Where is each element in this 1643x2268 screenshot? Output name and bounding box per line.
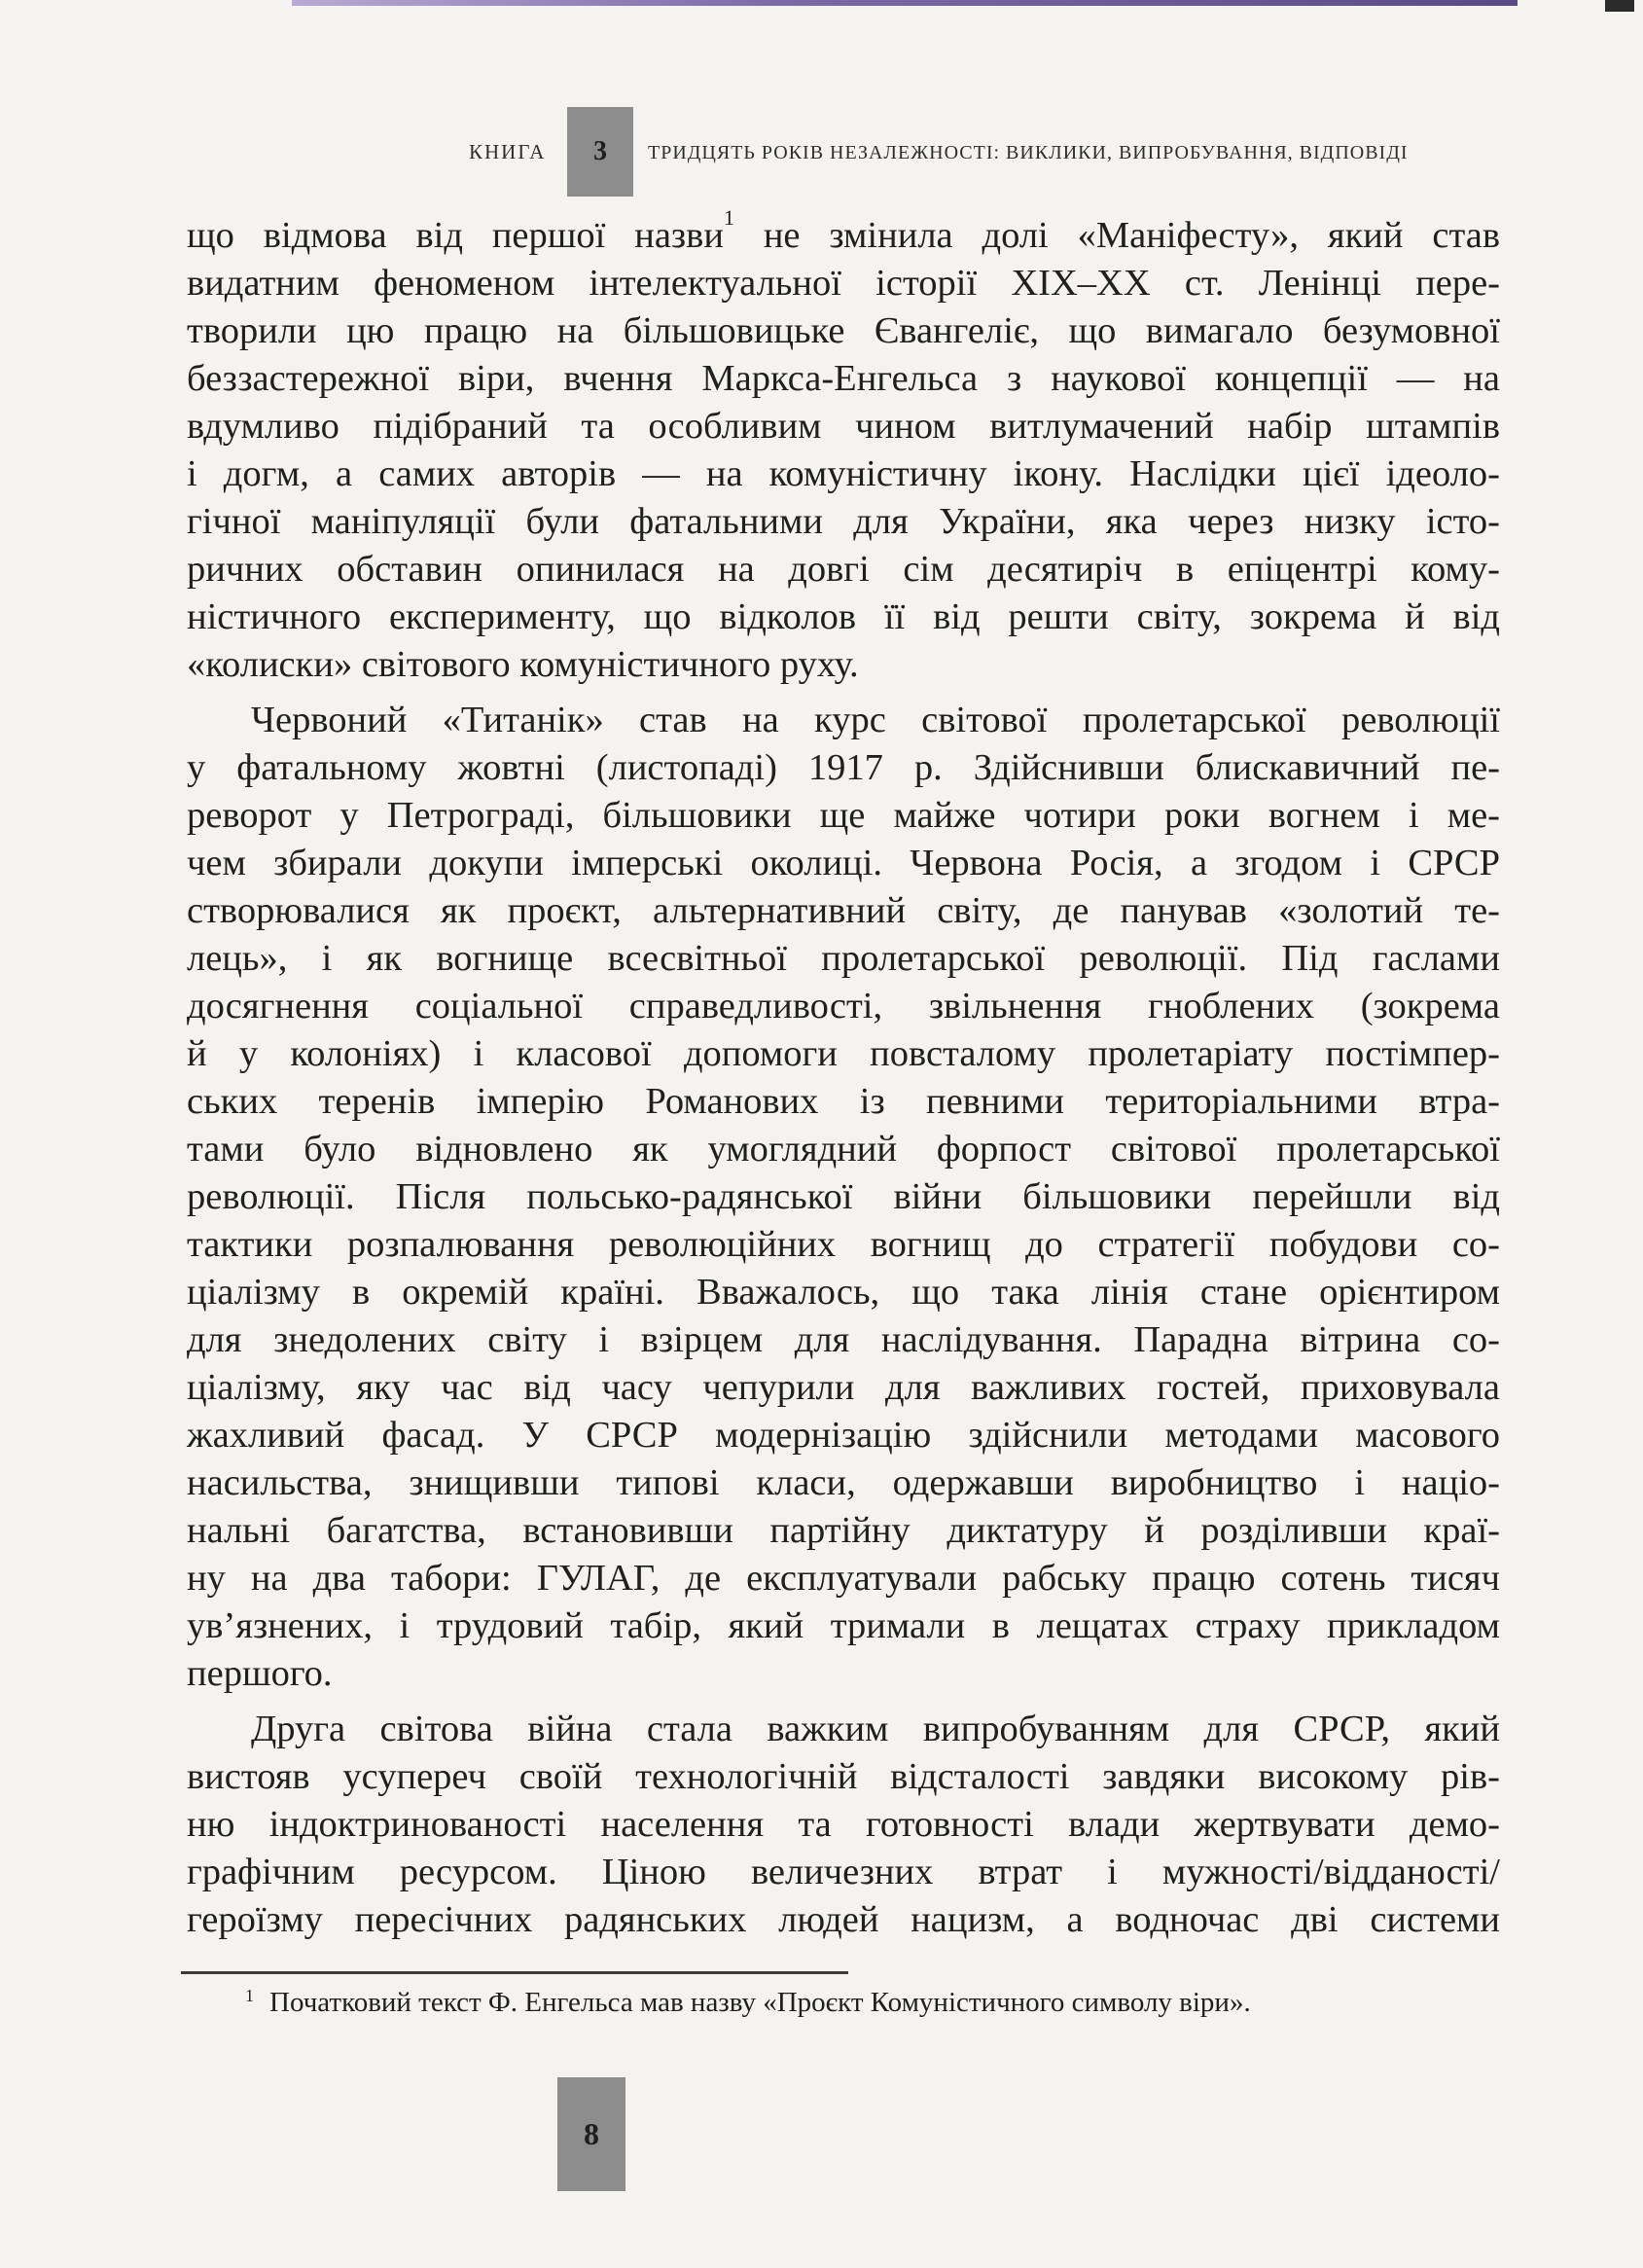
text-line: творили цю працю на більшовицьке Євангеліє, що вимагало безумовної: [187, 310, 1500, 351]
footnote-text: Початковий текст Ф. Енгельса мав назву «Проєкт Комуністичного символу віри».: [269, 1987, 1251, 2018]
text-line: жахливий фасад. У СРСР модернізацію здійснили методами масового: [187, 1415, 1500, 1456]
footnote-rule: [181, 1971, 848, 1974]
paragraph-gap: [187, 1698, 1500, 1706]
paragraph-2: [187, 697, 1500, 1698]
paragraph-3: [187, 1706, 1500, 1944]
text-line: насильства, знищивши типові класи, одержавши виробництво і націо-: [187, 1462, 1500, 1503]
footnote-mark: 1: [245, 1986, 254, 2005]
text-line: видатним феноменом інтелектуальної історії XIX–XX ст. Ленінці пере-: [187, 263, 1500, 304]
text-line: ських теренів імперію Романових із певними територіальними втра-: [187, 1081, 1500, 1122]
book-number: 3: [593, 136, 607, 166]
footnote: [245, 1987, 1251, 2019]
text-line: тами було відновлено як умоглядний форпост світової пролетарської: [187, 1129, 1500, 1170]
text-line: для знедолених світу і взірцем для наслідування. Парадна вітрина со-: [187, 1319, 1500, 1360]
top-decorative-rule: [292, 0, 1518, 6]
text-line: ув’язнених, і трудовий табір, який тримали в лещатах страху прикладом: [187, 1605, 1500, 1646]
text-line: революції. Після польсько-радянської війни більшовики перейшли від: [187, 1176, 1500, 1217]
paragraph-1: [187, 205, 1501, 689]
text-line: нальні багатства, встановивши партійну диктатуру й розділивши краї-: [187, 1510, 1500, 1551]
text-line: ціалізму в окремій країні. Вважалось, що така лінія стане орієнтиром: [187, 1272, 1500, 1313]
text-line: гічної маніпуляції були фатальними для України, яка через низку істо-: [187, 501, 1500, 542]
text-line: й у колоніях) і класової допомоги повсталому пролетаріату постімпер-: [187, 1033, 1500, 1074]
book-number-box: [567, 107, 633, 197]
running-head-book-label: КНИГА: [469, 140, 547, 163]
text-line: «колиски» світового комуністичного руху.: [187, 644, 859, 685]
text-line: лець», і як вогнище всесвітньої пролетарської революції. Під гаслами: [187, 938, 1500, 979]
text-line: вистояв усупереч своїй технологічній відсталості завдяки високому рів-: [187, 1756, 1500, 1797]
text-line: ціалізму, яку час від часу чепурили для важливих гостей, приховувала: [187, 1367, 1500, 1408]
page-number: 8: [584, 2116, 599, 2151]
text-line: ну на два табори: ГУЛАГ, де експлуатували рабську працю сотень тисяч: [187, 1558, 1500, 1599]
text-line: першого.: [187, 1653, 333, 1694]
text-line: ністичного експерименту, що відколов її від решти світу, зокрема й від: [187, 596, 1500, 637]
text-line: ню індоктринованості населення та готовності влади жертвувати демо-: [187, 1804, 1500, 1845]
text-line: героїзму пересічних радянських людей нацизм, а водночас дві системи: [187, 1899, 1500, 1940]
body-text: [187, 205, 1501, 1944]
text-line: і догм, а самих авторів — на комуністичну ікону. Наслідки цієї ідеоло-: [187, 453, 1500, 494]
text-line-part: що відмова від першої назви: [187, 215, 724, 256]
text-line: графічним ресурсом. Ціною величезних втрат і мужності/відданості/: [187, 1852, 1500, 1892]
page-number-box: [557, 2077, 625, 2191]
text-line: чем збирали докупи імперські околиці. Червона Росія, а згодом і СРСР: [187, 843, 1500, 883]
text-line-part: не змінила долі «Маніфесту», який став: [763, 215, 1501, 256]
text-line: Червоний «Титанік» став на курс світової пролетарської революції: [251, 700, 1500, 740]
running-head-title: ТРИДЦЯТЬ РОКІВ НЕЗАЛЕЖНОСТІ: ВИКЛИКИ, ВИПРОБУВАННЯ, ВІДПОВІДІ: [648, 142, 1409, 163]
paragraph-gap: [187, 689, 1500, 697]
corner-mark: [1605, 0, 1634, 12]
text-line: у фатальному жовтні (листопаді) 1917 р. Здійснивши блискавичний пе-: [187, 747, 1500, 788]
text-line: беззастережної віри, вчення Маркса-Енгельса з наукової концепції — на: [187, 358, 1500, 399]
text-line: тактики розпалювання революційних вогнищ до стратегії побудови со-: [187, 1224, 1500, 1265]
text-line: ричних обставин опинилася на довгі сім десятиріч в епіцентрі кому-: [187, 549, 1500, 590]
text-line: реворот у Петрограді, більшовики ще майже чотири роки вогнем і ме-: [187, 795, 1500, 836]
footnote-reference[interactable]: 1: [723, 205, 734, 230]
text-line: створювалися як проєкт, альтернативний світу, де панував «золотий те-: [187, 890, 1500, 931]
text-line: [187, 205, 1501, 260]
text-line: Друга світова війна стала важким випробуванням для СРСР, який: [251, 1709, 1500, 1749]
text-line: досягнення соціальної справедливості, звільнення гноблених (зокрема: [187, 986, 1500, 1026]
text-line: вдумливо підібраний та особливим чином витлумачений набір штампів: [187, 406, 1500, 447]
running-head: [0, 107, 1643, 197]
